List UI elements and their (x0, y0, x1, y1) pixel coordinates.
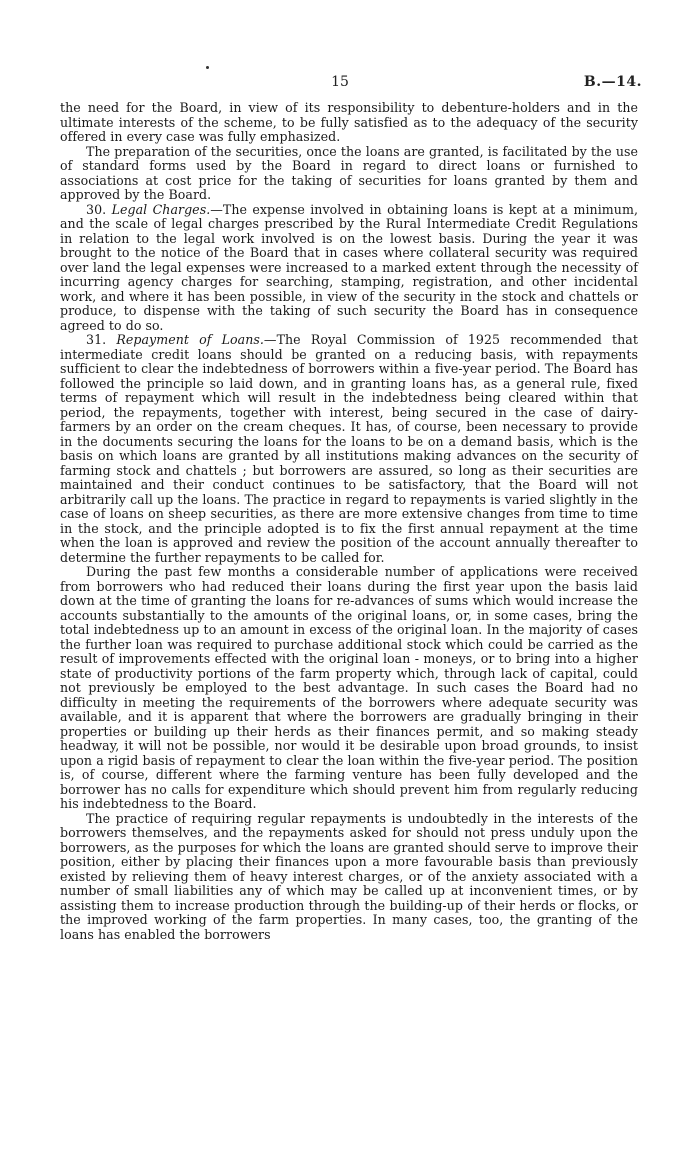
document-reference: B.—14. (583, 74, 642, 90)
section-heading: Legal Charges. (111, 201, 211, 217)
section-text: —The Royal Commission of 1925 recommended that intermediate credit loans should be granted on a reducing basis, with repayments sufficient to clear the indebtedness of borrowers within a five-year period. The Board has followed the principle so laid down, and in granting loans has, as a general rule, fixed terms of repayment which will result in the indebtedness being cleared within that period, the repayments, together with interest, being secured in the case of dairy-farmers by an order on the cream cheques. It has, of course, been necessary to provide in the documents securing the loans for the loans to be on a demand basis, which is the basis on which loans are granted by all institutions making advances on the security of farming stock and chattels ; but borrowers are assured, so long as their securities are maintained and their conduct continues to be satisfactory, that the Board will not arbitrarily call up the loans. The practice in regard to repayments is varied slightly in the case of loans on sheep securities, as there are more extensive changes from time to time in the stock, and the principle adopted is to fix the first annual repayment at the time when the loan is approved and review the position of the account annually thereafter to determine the further repayments to be called for. (60, 332, 638, 565)
section-heading: Repayment of Loans. (116, 332, 264, 347)
paragraph-regular-repayments: The practice of requiring regular repayments is undoubtedly in the interests of the borrowers themselves, and the repayments asked for should not press unduly upon the borrowers, as the purposes for which the loans are granted should serve to improve their position, either by placing their finances upon a more favourable basis than previously existed by relieving them of heavy interest charges, or of the anxiety associated with a number of small liabilities any of which may be called up at inconvenient times, or by assisting them to increase production through the building-up of their herds or flocks, or the improved working of the farm properties. In many cases, too, the granting of the loans has enabled the borrowers (60, 810, 638, 942)
section-number: 30. (86, 201, 107, 217)
section-number: 31. (86, 332, 107, 347)
scan-speck (206, 66, 209, 69)
body-text (60, 101, 638, 942)
paragraph-preparation-of-securities: The preparation of the securities, once the loans are granted, is facilitated by the use of standard forms used by the Board in regard to direct loans or furnished to associations at cost price for the taking of securities for loans granted by them and approved by the Board. (60, 143, 638, 202)
section-31-repayment-of-loans (60, 333, 638, 565)
paragraph-re-advances: During the past few months a considerable number of applications were received from borrowers who had reduced their loans during the first year upon the basis laid down at the time of granting the loans for re-advances of sums which would increase the accounts substantially to the amounts of the original loans, or, in some cases, bring the total indebtedness up to an amount in excess of the original loan. In the majority of cases the further loan was required to purchase additional stock which could be carried as the result of improvements effected with the original loan - moneys, or to bring into a higher state of productivity portions of the farm property which, through lack of capital, could not previously be employed to the best advantage. In such cases the Board had no difficulty in meeting the requirements of the borrowers where adequate security was available, and it is apparent that where the borrowers are gradually bringing in their properties or building up their herds as their finances permit, and so making steady headway, it will not be possible, nor would it be desirable upon broad grounds, to insist upon a rigid basis of repayment to clear the loan within the five-year period. The position is, of course, different where the farming venture has been fully developed and the borrower has no calls for expenditure which should prevent him from regularly reducing his indebtedness to the Board. (60, 564, 638, 811)
section-30-legal-charges (60, 203, 638, 334)
page-number: 15 (331, 74, 349, 90)
section-text: —The expense involved in obtaining loans is kept at a minimum, and the scale of legal charges prescribed by the Rural Intermediate Credit Regulations in relation to the legal work involved is on the lowest basis. During the year it was brought to the notice of the Board that in cases where collateral security was required over land the legal expenses were increased to a marked extent through the necessity of incurring agency charges for searching, stamping, registration, and other incidental work, and where it has been possible, in view of the security in the stock and chattels or produce, to dispense with the taking of such security the Board has in consequence agreed to do so. (60, 201, 638, 333)
paragraph-continuation: the need for the Board, in view of its responsibility to debenture-holders and in the ultimate interests of the scheme, to be fully satisfied as to the adequacy of the security offered in every case was fully emphasized. (60, 100, 638, 144)
